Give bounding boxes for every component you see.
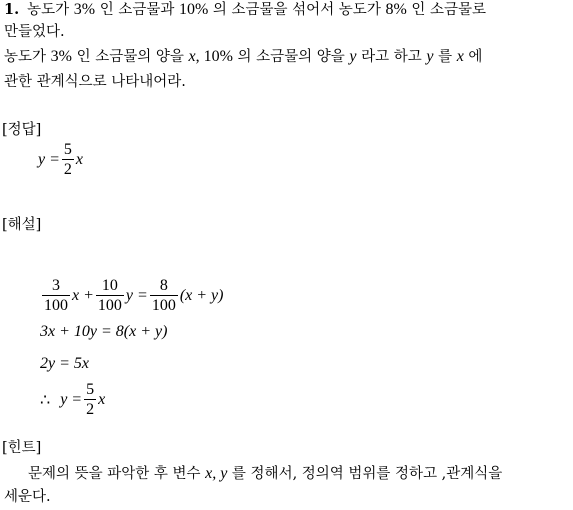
- explanation-heading: [해설]: [2, 217, 42, 233]
- explanation-eq-1: $\frac{3}{100}$ x + $\frac{10}{100}$ y = $\frac{8}{100}$ (x + y): [44, 277, 224, 314]
- hint-heading: [힌트]: [2, 440, 42, 456]
- problem-line-3: 농도가 3% 인 소금물의 양을 x, 10% 의 소금물의 양을 y 라고 하고 y 를 x 에: [4, 48, 483, 65]
- problem-line-1: 1. 농도가 3% 인 소금물과 10% 의 소금물을 섞어서 농도가 8% 인 소금물로: [4, 1, 487, 18]
- hint-line-2: 세운다.: [4, 489, 51, 505]
- explanation-eq-4: ∴ y = $\frac{5}{2}$ x: [40, 381, 106, 418]
- problem-number: 1.: [4, 1, 20, 18]
- hint-line-1: 문제의 뜻을 파악한 후 변수 x, y 를 정해서, 정의역 범위를 정하고 ,관계식을: [28, 465, 503, 482]
- explanation-eq-2: 3x + 10y = 8(x + y): [40, 323, 168, 340]
- answer-equation: y = $\frac{5}{2}$ x: [38, 141, 84, 178]
- answer-fraction: $\frac{5}{2}$: [63, 141, 72, 178]
- explanation-eq-3: 2y = 5x: [40, 355, 89, 372]
- answer-heading: [정답]: [2, 122, 42, 138]
- problem-line-4: 관한 관계식으로 나타내어라.: [4, 74, 186, 90]
- problem-line-2: 만들었다.: [4, 24, 65, 40]
